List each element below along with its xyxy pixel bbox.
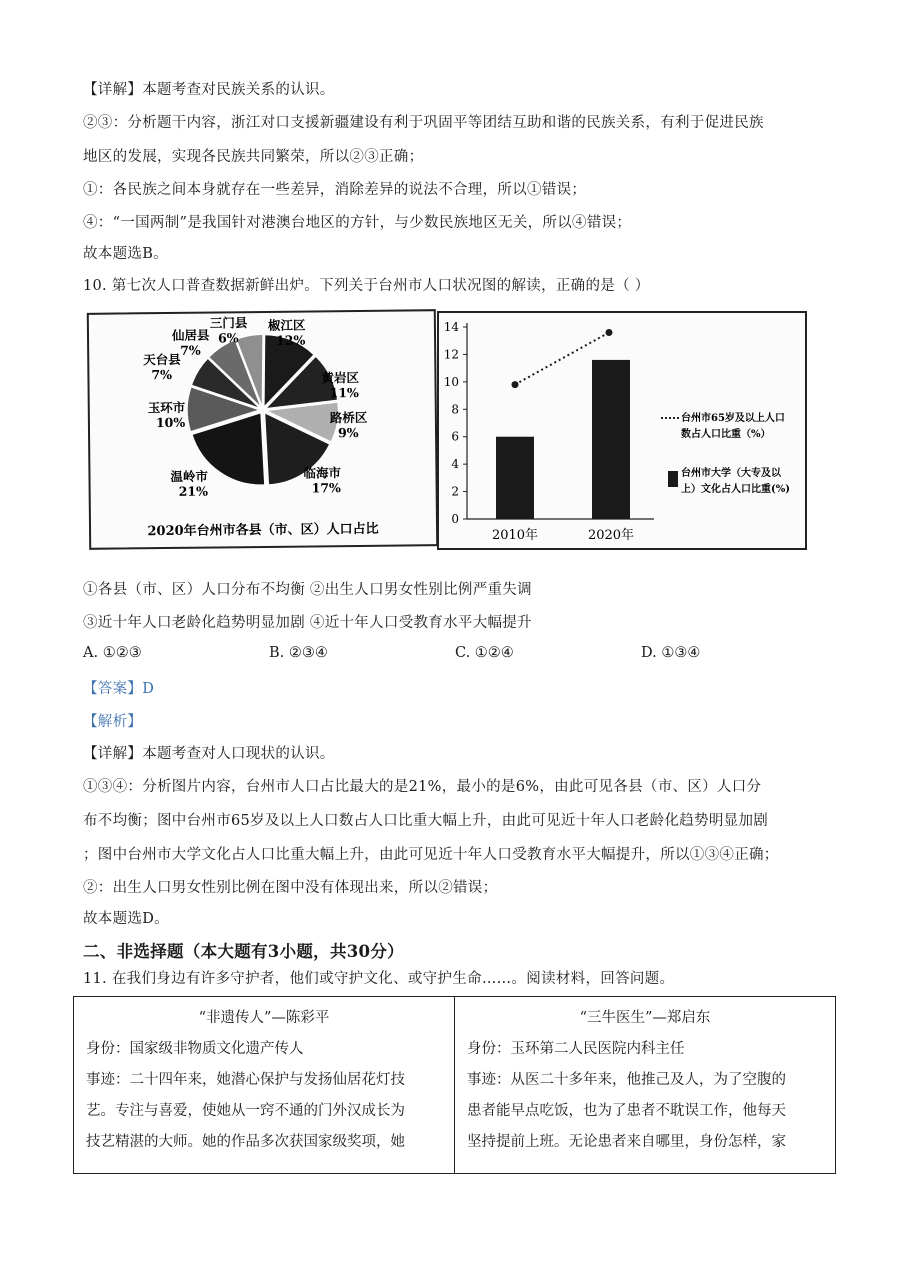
material-line: 事迹：二十四年来，她潜心保护与发扬仙居花灯技 — [86, 1072, 405, 1088]
pie-slice-value-label: 11% — [329, 384, 359, 401]
material-line: 患者能早点吃饭，也为了患者不耽误工作，他每天 — [467, 1103, 786, 1119]
y-tick-label: 14 — [443, 320, 459, 334]
material-line: 坚持提前上班。无论患者来自哪里，身份怎样，家 — [467, 1134, 786, 1150]
material-line: 技艺精湛的大师。她的作品多次获国家级奖项，她 — [86, 1134, 405, 1150]
material-line: 艺。专注与喜爱，使她从一窍不通的门外汉成长为 — [86, 1103, 405, 1119]
pie-slice-value-label: 12% — [275, 332, 306, 348]
material-cell-right — [455, 997, 836, 1174]
explanation-line: ②③：分析题干内容，浙江对口支援新疆建设有利于巩固平等团结互助和谐的民族关系，有利于促进民族 — [83, 115, 764, 131]
explanation-line: ①③④：分析图片内容，台州市人口占比最大的是21%，最小的是6%，由此可见各县（市、区）人口分 — [83, 779, 762, 795]
material-title: “非遗传人”—陈彩平 — [198, 1010, 330, 1026]
explanation-line: ②：出生人口男女性别比例在图中没有体现出来，所以②错误； — [83, 880, 498, 896]
x-tick-label: 2020年 — [587, 528, 635, 543]
option-a[interactable]: A. ①②③ — [83, 645, 142, 661]
pie-slice-label: 仙居县 — [171, 327, 210, 343]
bar — [592, 360, 630, 519]
pie-slice-label: 黄岩区 — [321, 369, 360, 386]
material-line: 身份：玉环第二人民医院内科主任 — [467, 1041, 685, 1057]
option-c[interactable]: C. ①②④ — [455, 645, 514, 661]
material-line: 事迹：从医二十多年来，他推己及人，为了空腹的 — [467, 1072, 786, 1088]
pie-slice-value-label: 7% — [180, 342, 201, 358]
detail-line: 【详解】本题考查对人口现状的认识。 — [83, 746, 335, 762]
material-cell-left — [74, 997, 455, 1174]
legend-bar-swatch — [668, 471, 678, 487]
pie-chart-figure — [87, 309, 438, 550]
legend-label: 数占人口比重（%） — [681, 429, 771, 440]
y-tick-label: 2 — [451, 484, 459, 499]
pie-slice-value-label: 6% — [217, 330, 239, 346]
legend-label: 上）文化占人口比重(%) — [681, 484, 790, 495]
statements-line-1: ①各县（市、区）人口分布不均衡 ②出生人口男女性别比例严重失调 — [83, 582, 532, 598]
statements-line-2: ③近十年人口老龄化趋势明显加剧 ④近十年人口受教育水平大幅提升 — [83, 615, 532, 631]
y-tick-label: 6 — [451, 429, 459, 444]
y-tick-label: 12 — [443, 347, 459, 362]
explanation-line: ④：“一国两制”是我国针对港澳台地区的方针，与少数民族地区无关，所以④错误； — [83, 215, 632, 231]
pie-slice-label: 椒江区 — [267, 317, 306, 333]
pie-slice-value-label: 7% — [151, 366, 173, 383]
pie-slice-value-label: 9% — [337, 424, 359, 441]
y-tick-label: 8 — [451, 402, 459, 417]
section-2-title: 二、非选择题（本大题有3小题，共30分） — [83, 942, 404, 961]
option-b[interactable]: B. ②③④ — [269, 645, 328, 661]
x-tick-label: 2010年 — [491, 528, 539, 543]
material-table — [73, 996, 836, 1174]
legend-label: 台州市大学（大专及以 — [681, 468, 781, 479]
material-line: 身份：国家级非物质文化遗产传人 — [86, 1041, 304, 1057]
pie-slice-label: 玉环市 — [147, 399, 186, 416]
y-tick-label: 0 — [451, 512, 459, 526]
pie-chart — [89, 311, 436, 548]
explanation-line: 布不均衡；图中台州市65岁及以上人口数占人口比重大幅上升，由此可见近十年人口老龄化趋势明显加剧 — [83, 813, 769, 829]
explanation-line: 地区的发展，实现各民族共同繁荣，所以②③正确； — [83, 149, 424, 165]
explanation-line: ；图中台州市大学文化占人口比重大幅上升，由此可见近十年人口受教育水平大幅提升，所以①③④正确； — [83, 847, 779, 863]
answer-line: 【答案】D — [83, 681, 155, 697]
legend-label: 台州市65岁及以上人口 — [681, 413, 785, 424]
analysis-heading: 【解析】 — [83, 714, 143, 730]
bar — [496, 437, 534, 519]
pie-slice-label: 温岭市 — [170, 468, 209, 484]
pie-slice-label: 三门县 — [209, 315, 248, 331]
pie-chart-title: 2020年台州市各县（市、区）人口占比 — [147, 521, 379, 540]
pie-slice-value-label: 21% — [178, 483, 209, 499]
detail-line-prev: 【详解】本题考查对民族关系的认识。 — [83, 82, 335, 98]
question-11-stem: 11. 在我们身边有许多守护者，他们或守护文化、或守护生命……。阅读材料，回答问题。 — [83, 971, 675, 987]
pie-slice-label: 路桥区 — [329, 409, 368, 426]
pie-slice-label: 天台县 — [143, 351, 181, 368]
conclusion-line: 故本题选D。 — [83, 911, 169, 927]
conclusion-line: 故本题选B。 — [83, 246, 168, 262]
bar-line-chart — [439, 313, 805, 548]
y-tick-label: 4 — [451, 457, 459, 472]
bar-line-chart-figure — [437, 311, 807, 550]
pie-slice-label: 临海市 — [303, 465, 342, 481]
option-d[interactable]: D. ①③④ — [641, 645, 701, 661]
material-title: “三牛医生”—郑启东 — [579, 1010, 711, 1026]
question-10-stem: 10. 第七次人口普查数据新鲜出炉。下列关于台州市人口状况图的解读，正确的是（ ） — [83, 278, 650, 294]
line-point — [512, 381, 519, 388]
explanation-line: ①：各民族之间本身就存在一些差异，消除差异的说法不合理，所以①错误； — [83, 182, 587, 198]
pie-slice-value-label: 17% — [311, 480, 341, 496]
line-point — [606, 329, 613, 336]
y-tick-label: 10 — [443, 374, 459, 389]
pie-slice-value-label: 10% — [155, 414, 186, 431]
